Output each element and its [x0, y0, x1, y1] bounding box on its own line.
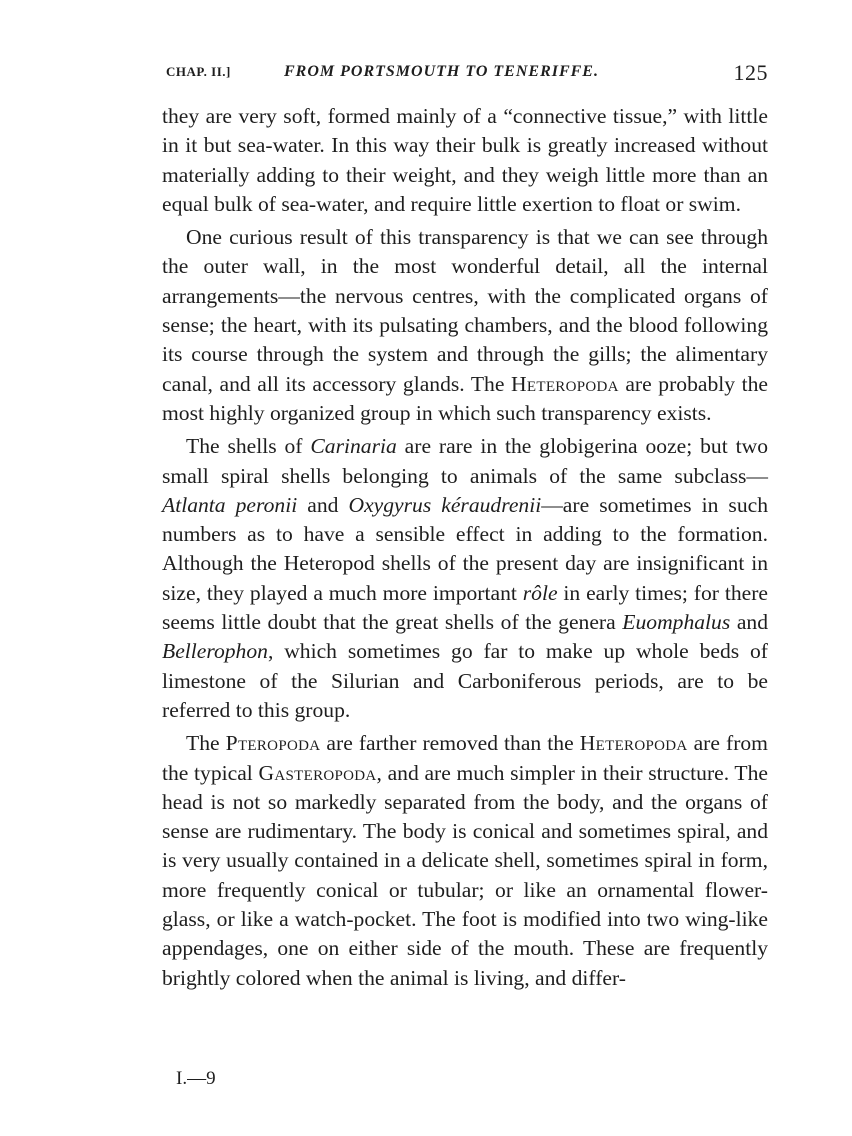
text-span: One curious result of this transparency is that we can see through the outer wall, in the most wonderful detail, all the internal arrangements—the nervous centres, with the complicated organs of sense; the heart, with its pulsating chambers, and the blood following its course through the system and through the gills; the alimentary canal, and all its accessory glands. The [162, 225, 768, 396]
paragraph-pteropoda [162, 729, 768, 993]
running-title: FROM PORTSMOUTH TO TENERIFFE. [284, 63, 599, 80]
text-span: and [730, 610, 768, 635]
text-span: , which sometimes go far to make up whole beds of limestone of the Silurian and Carboniferous periods, are to be referred to this group. [162, 639, 768, 722]
taxon-italic: Euomphalus [622, 610, 731, 635]
taxon-italic: Atlanta peronii [162, 492, 298, 517]
taxon-smallcaps: Gasteropoda [258, 760, 377, 785]
text-span: are probably the most highly organized group in which such transparency exists. [162, 371, 768, 425]
body-text [162, 102, 768, 993]
text-span: , and are much simpler in their structure. The head is not so markedly separated from the body, and the organs of sense are rudimentary. The body is conical and sometimes spiral, and is very usually contained in a delicate shell, sometimes spiral in form, more frequently conical or tubular; or like an ornamental flower-glass, or like a watch-pocket. The foot is modified into two wing-like appendages, one on either side of the mouth. These are frequently brightly colored when the animal is living, and differ- [162, 760, 768, 990]
paragraph-carinaria [162, 432, 768, 725]
signature-mark: I.—9 [176, 1068, 216, 1089]
text-span: are farther removed than the [320, 731, 580, 756]
chapter-label: CHAP. II.] [166, 64, 231, 79]
text-span: in early times; for there seems little doubt that the great shells of the genera [162, 580, 769, 635]
paragraph-continuation: they are very soft, formed mainly of a “connective tissue,” with little in it but sea-water. In this way their bulk is greatly increased without materially adding to their weight, and they weigh little more than an equal bulk of sea-water, and require little exertion to float or swim. [162, 104, 768, 216]
running-head [162, 60, 768, 100]
taxon-smallcaps: Heteropoda [579, 731, 688, 756]
text-span: and [297, 492, 349, 517]
text-span: are from the typical [162, 731, 768, 785]
taxon-italic: Oxygyrus kéraudrenii [348, 492, 542, 517]
page-number: 125 [733, 60, 768, 85]
text-span: The shells of [186, 434, 311, 459]
taxon-smallcaps: Pteropoda [225, 731, 321, 756]
book-page [162, 60, 768, 997]
text-span: are rare in the globigerina ooze; but two small spiral shells belonging to animals of the same subclass— [162, 434, 768, 488]
taxon-italic: Bellerophon [162, 639, 268, 664]
taxon-smallcaps: Heteropoda [511, 371, 619, 396]
paragraph-transparency [162, 223, 768, 428]
text-span: The [186, 731, 226, 756]
foreign-word-italic: rôle [522, 580, 558, 605]
text-span: —are sometimes in such numbers as to have a sensible effect in adding to the formation. Although the Heteropod shells of the present day are insignificant in size, they played a much more important [162, 492, 769, 605]
taxon-italic: Carinaria [310, 434, 397, 459]
